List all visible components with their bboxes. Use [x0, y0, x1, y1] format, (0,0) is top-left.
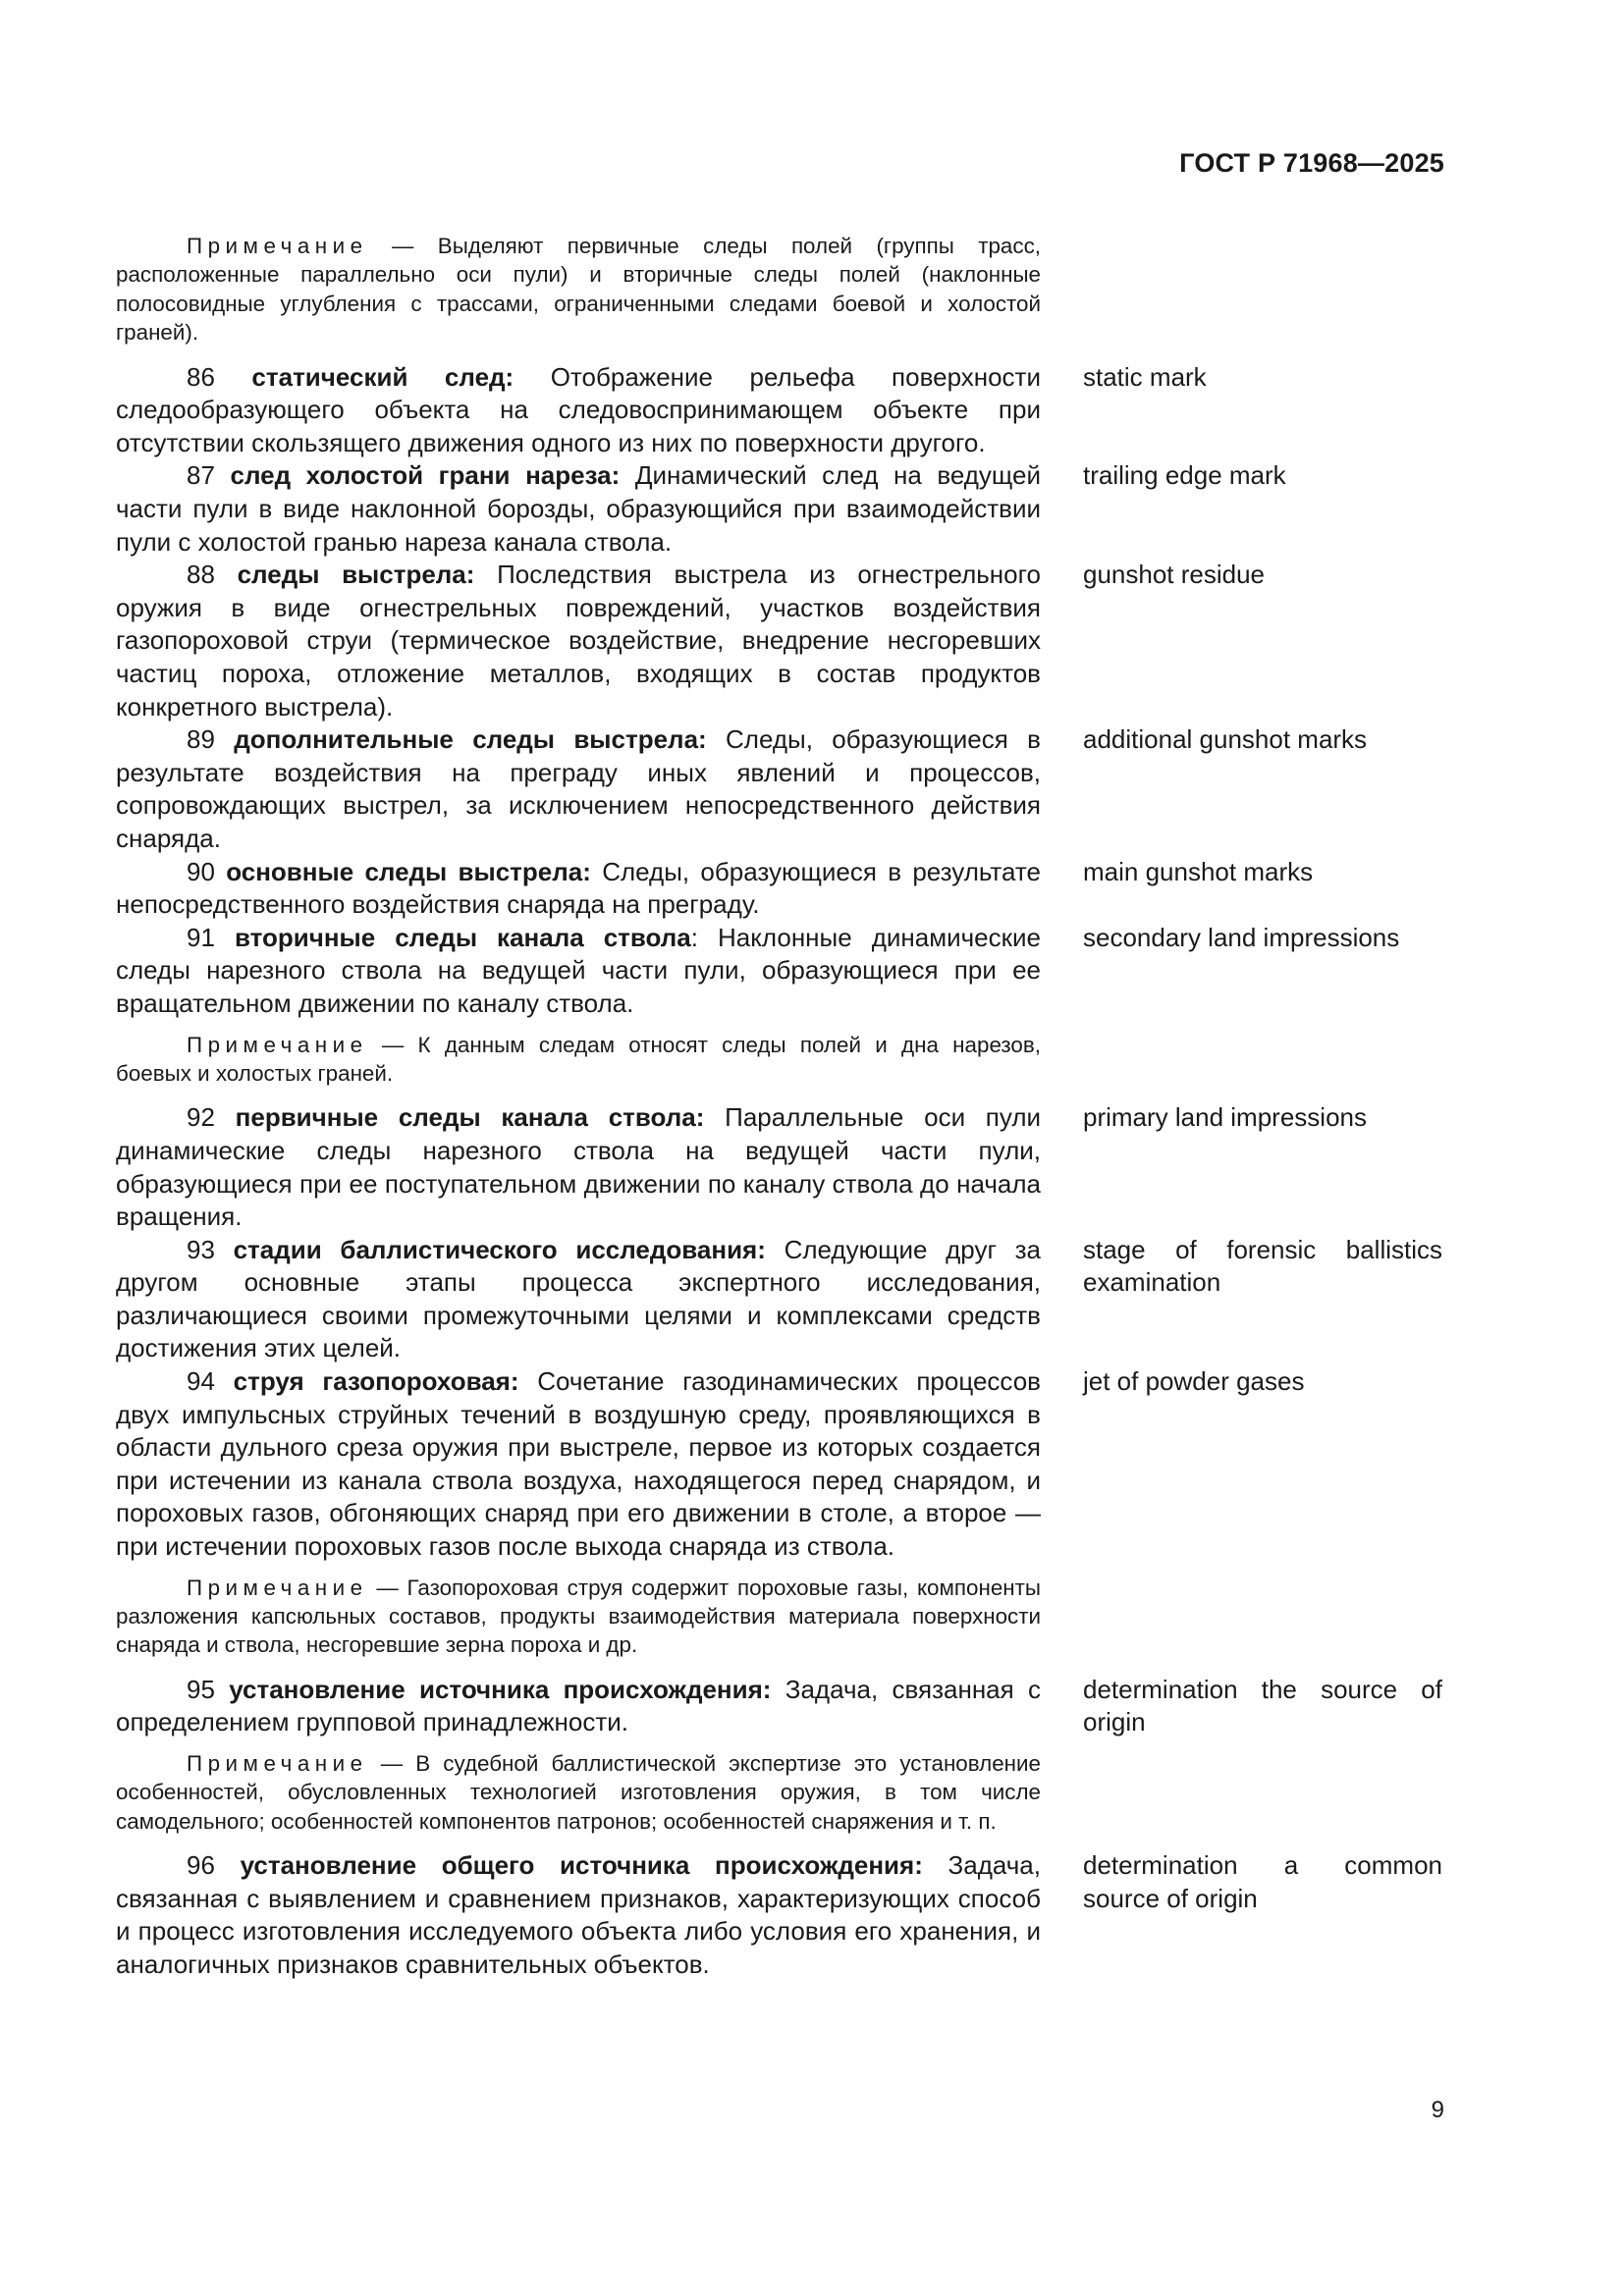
note-text: — Газопороховая струя содержит пороховые газы, компоненты разложения капсюльных составов, продукты взаимодействия материала поверхности снаряда и ствола, несгоревшие зерна пороха и др.	[116, 1575, 1041, 1658]
term-name: след холостой грани нареза:	[230, 460, 621, 491]
term-english: trailing edge mark	[1083, 460, 1286, 491]
page-number: 9	[1431, 2097, 1444, 2123]
term-english: secondary land impressions	[1083, 922, 1400, 952]
note-text: — Выделяют первичные следы полей (группы трасс, расположенные параллельно оси пули) и вторичные следы полей (наклонные полосовидные углубления с трассами, ограниченными следами боевой и холостой граней).	[116, 234, 1041, 346]
terms-list	[116, 232, 1444, 1982]
note-row	[116, 1564, 1444, 1674]
term-name: следы выстрела:	[237, 560, 475, 590]
term-number: 90	[187, 856, 215, 886]
note-row	[116, 232, 1444, 361]
term-english: primary land impressions	[1083, 1102, 1367, 1133]
note	[116, 232, 1041, 347]
note-row	[116, 1739, 1444, 1849]
term-english: main gunshot marks	[1083, 856, 1314, 886]
term-entry-89	[116, 723, 1444, 855]
note-row	[116, 1021, 1444, 1102]
term-number: 94	[187, 1366, 215, 1397]
term-entry-95	[116, 1674, 1444, 1739]
term-english: gunshot residue	[1083, 560, 1266, 590]
term-name: стадии баллистического исследования:	[233, 1234, 766, 1264]
term-entry-92	[116, 1101, 1444, 1233]
note-label: Примечание	[187, 1751, 368, 1777]
term-number: 96	[187, 1850, 215, 1881]
term-definition: Отображение рельефа поверхности следообразующего объекта на следовоспринимающем объекте при отсутствии скользящего движения одного из них по поверхности другого.	[116, 361, 1041, 457]
note-label: Примечание	[187, 1575, 368, 1600]
term-number: 87	[187, 460, 215, 491]
term-entry-87	[116, 459, 1444, 559]
term-definition: Сочетание газодинамических процессов двух импульсных струйных течений в воздушную среду, проявляющихся в области дульного среза оружия при выстреле, первое из которых создается при истечении из канала ствола воздуха, находящегося перед снарядом, и пороховых газов, обгоняющих снаряд при его движении в столе, а второе — при истечении пороховых газов после выхода снаряда из ствола.	[116, 1366, 1041, 1562]
term-definition: : Наклонные динамические следы нарезного ствола на ведущей части пули, образующиеся при ее вращательном движении по каналу ствола.	[116, 922, 1041, 1018]
term-entry-88	[116, 559, 1444, 723]
term-name: основные следы выстрела:	[226, 856, 591, 886]
term-entry-94	[116, 1365, 1444, 1564]
term-number: 91	[187, 922, 215, 952]
term-definition: Динамический след на ведущей части пули в виде наклонной борозды, образующийся при взаимодействии пули с холостой гранью нареза канала ствола.	[116, 460, 1041, 557]
term-number: 88	[187, 560, 215, 590]
term-number: 89	[187, 724, 215, 755]
term-english: additional gunshot marks	[1083, 724, 1368, 755]
term-english: determination a common source of origin	[1083, 1850, 1442, 1913]
term-number: 86	[187, 361, 215, 392]
term-number: 95	[187, 1674, 215, 1704]
term-entry-86	[116, 361, 1444, 460]
term-entry-96	[116, 1849, 1444, 1981]
term-definition: Задача, связанная с определением групповой принадлежности.	[116, 1674, 1042, 1737]
note-text: — К данным следам относят следы полей и дна нарезов, боевых и холостых граней.	[116, 1032, 1041, 1086]
term-number: 92	[187, 1102, 215, 1133]
term-english: jet of powder gases	[1083, 1366, 1305, 1397]
term-entry-91	[116, 922, 1444, 1021]
note-label: Примечание	[187, 234, 368, 258]
term-definition: Следы, образующиеся в результате непосредственного воздействия снаряда на преграду.	[116, 856, 1042, 920]
term-name: дополнительные следы выстрела:	[234, 724, 707, 755]
term-number: 93	[187, 1234, 215, 1264]
note-label: Примечание	[187, 1032, 368, 1057]
term-definition: Последствия выстрела из огнестрельного оружия в виде огнестрельных повреждений, участков воздействия газопороховой струи (термическое воздействие, внедрение несгоревших частиц пороха, отложение металлов, входящих в состав продуктов конкретного выстрела).	[116, 560, 1041, 721]
term-name: струя газопороховая:	[233, 1366, 519, 1397]
term-name: установление общего источника происхождения:	[240, 1850, 923, 1881]
term-definition: Следующие друг за другом основные этапы процесса экспертного исследования, различающиеся своими промежуточными целями и комплексами средств достижения этих целей.	[116, 1234, 1041, 1363]
term-entry-90	[116, 856, 1444, 922]
note-text: — В судебной баллистической экспертизе это установление особенностей, обусловленных технологией изготовления оружия, в том числе самодельного; особенностей компонентов патронов; особенностей снаряжения и т. п.	[116, 1751, 1041, 1834]
term-english: static mark	[1083, 361, 1207, 392]
term-entry-93	[116, 1234, 1444, 1365]
term-name: первичные следы канала ствола:	[235, 1102, 705, 1133]
term-definition: Задача, связанная с выявлением и сравнением признаков, характеризующих способ и процесс изготовления исследуемого объекта либо условия его хранения, и аналогичных признаков сравнительных объектов.	[116, 1850, 1041, 1980]
term-english: stage of forensic ballistics examination	[1083, 1234, 1442, 1298]
note	[116, 1574, 1041, 1660]
term-name: статический след:	[251, 361, 514, 392]
term-definition: Следы, образующиеся в результате воздействия на преграду иных явлений и процессов, сопровождающих выстрел, за исключением непосредственного действия снаряда.	[116, 724, 1041, 853]
term-name: вторичные следы канала ствола	[234, 922, 691, 952]
term-definition: Параллельные оси пули динамические следы нарезного ствола на ведущей части пули, образующиеся при ее поступательном движении по каналу ствола до начала вращения.	[116, 1102, 1042, 1232]
term-english: determination the source of origin	[1083, 1674, 1442, 1737]
note	[116, 1031, 1041, 1089]
document-code: ГОСТ Р 71968—2025	[1179, 148, 1444, 178]
note	[116, 1749, 1041, 1836]
term-name: установление источника происхождения:	[229, 1674, 772, 1704]
